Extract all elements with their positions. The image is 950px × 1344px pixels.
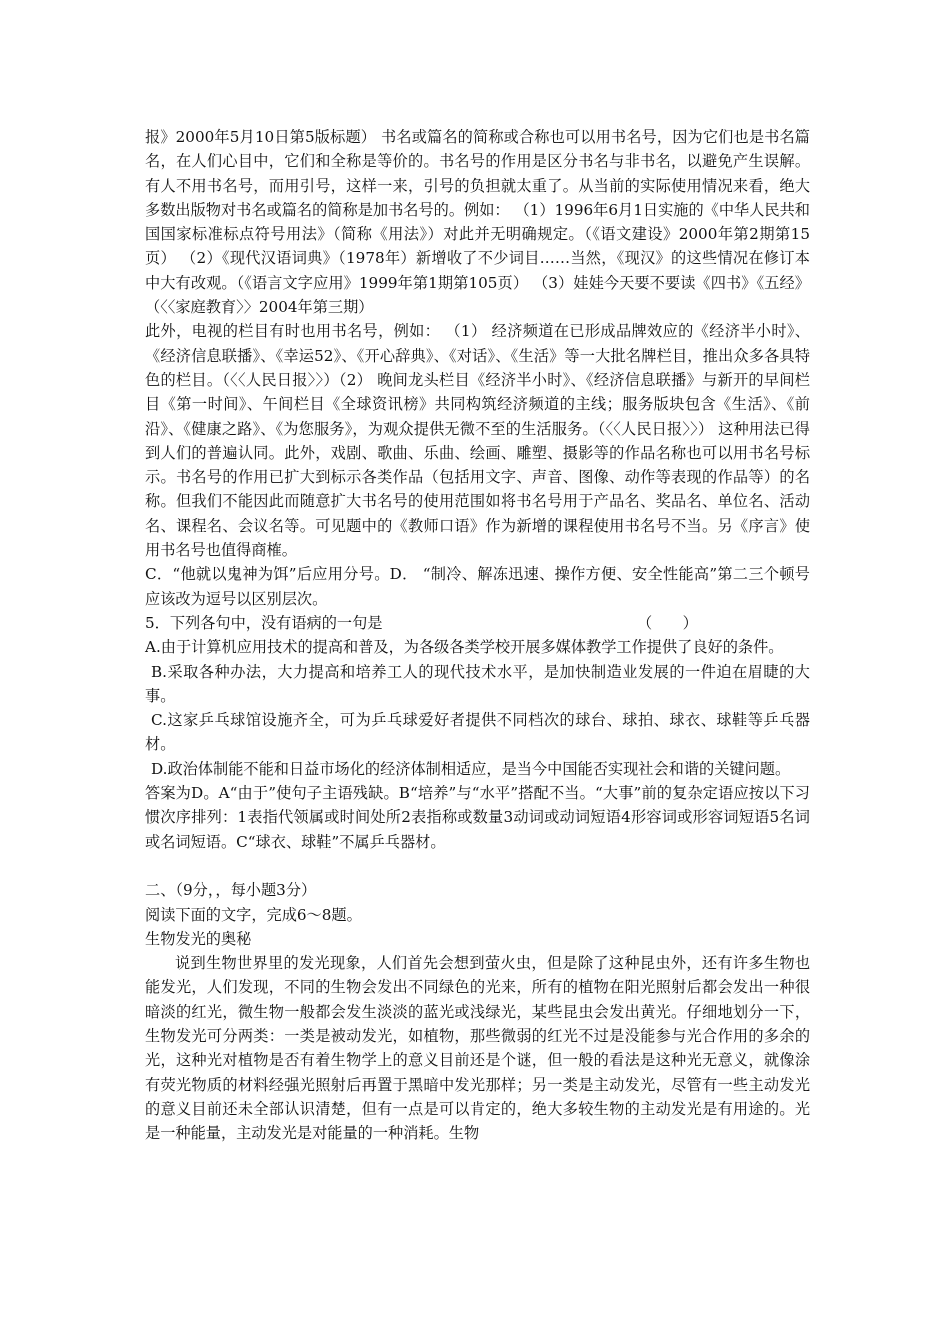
answer-blank: （ ）: [637, 613, 698, 632]
paragraph-tv-column-usage: 此外，电视的栏目有时也用书名号，例如： （1） 经济频道在已形成品牌效应的《经济半小时》、《经济信息联播》、《幸运52》、《开心辞典》、《对话》、《生活》等一大批名牌栏目，推出众多各具特色的栏目。（〈〈人民日报〉〉）（2） 晚间龙头栏目《经济半小时》、《经济信息联播》与新开的早间栏目《第一时间》、午间栏目《全球资讯榜》共同构筑经济频道的主线；服务版块包含《生活》、《前沿》、《健康之路》、《为您服务》，为观众提供无微不至的生活服务。（〈〈人民日报〉〉） 这种用法已得到人们的普遍认同。此外，戏剧、歌曲、乐曲、绘画、雕塑、摄影等的作品名称也可以用书名号标示。书名号的作用已扩大到标示各类作品（包括用文字、声音、图像、动作等表现的作品等）的名称。但我们不能因此而随意扩大书名号的使用范围如将书名号用于产品名、奖品名、单位名、活动名、课程名、会议名等。可见题中的《教师口语》作为新增的课程使用书名号不当。另《序言》使用书名号也值得商榷。: [145, 322, 810, 560]
answer-explanation: 答案为D。A“由于”使句子主语残缺。B“培养”与“水平”搭配不当。“大事”前的复杂定语应按以下习惯次序排列：1表指代领属或时间处所2表指称或数量3动词或动词短语4形容词或形容词短语5名词或名词短语。C“球衣、球鞋”不属乒乓器材。: [145, 784, 810, 851]
document-page: [145, 125, 810, 1145]
paragraph-answer-c-d: C．“他就以鬼神为饵”后应用分号。D． “制冷、解冻迅速、操作方便、安全性能高”第二三个顿号应该改为逗号以区别层次。: [145, 565, 810, 608]
reading-instruction: 阅读下面的文字，完成6～8题。: [145, 905, 362, 924]
section-two-heading: 二、（9分，，每小题3分）: [145, 881, 317, 900]
question-5: [145, 611, 810, 635]
option-b: B.采取各种办法，大力提高和培养工人的现代技术水平，是加快制造业发展的一件迫在眉睫的大事。: [145, 662, 810, 705]
option-d: D.政治体制能不能和日益市场化的经济体制相适应，是当今中国能否实现社会和谐的关键问题。: [151, 759, 791, 778]
article-title: 生物发光的奥秘: [145, 929, 252, 948]
article-body: 说到生物世界里的发光现象，人们首先会想到萤火虫，但是除了这种昆虫外，还有许多生物也能发光，人们发现，不同的生物会发出不同绿色的光来，所有的植物在阳光照射后都会发出一种很暗淡的红光，微生物一般都会发生淡淡的蓝光或浅绿光，某些昆虫会发出黄光。仔细地划分一下，生物发光可分两类：一类是被动发光，如植物，那些微弱的红光不过是没能参与光合作用的多余的光，这种光对植物是否有着生物学上的意义目前还是个谜，但一般的看法是这种光无意义，就像涂有荧光物质的材料经强光照射后再置于黑暗中发光那样；另一类是主动发光，尽管有一些主动发光的意义目前还未全部认识清楚，但有一点是可以肯定的，绝大多较生物的主动发光是有用途的。光是一种能量，主动发光是对能量的一种消耗。生物: [145, 954, 810, 1143]
option-c: C.这家乒乓球馆设施齐全，可为乒乓球爱好者提供不同档次的球台、球拍、球衣、球鞋等乒乓器材。: [145, 711, 810, 754]
option-a: A.由于计算机应用技术的提高和普及，为各级各类学校开展多媒体教学工作提供了良好的条件。: [145, 638, 784, 657]
blank-line: [145, 854, 810, 878]
paragraph-book-title-mark-usage: 报》2000年5月10日第5版标题） 书名或篇名的简称或合称也可以用书名号，因为它们也是书名篇名，在人们心目中，它们和全称是等价的。书名号的作用是区分书名与非书名，以避免产生误解。有人不用书名号，而用引号，这样一来，引号的负担就太重了。从当前的实际使用情况来看，绝大多数出版物对书名或篇名的简称是加书名号的。例如： （1）1996年6月1日实施的《中华人民共和国国家标准标点符号用法》（简称《用法》）对此并无明确规定。（《语文建设》2000年第2期第15页） （2）《现代汉语词典》（1978年）新增收了不少词目……当然，《现汉》的这些情况在修订本中大有改观。（《语言文字应用》1999年第1期第105页） （3）娃娃今天要不要读《四书》《五经》 （〈〈家庭教育〉〉2004年第三期）: [145, 128, 810, 317]
question-5-stem: 5．下列各句中，没有语病的一句是: [145, 613, 383, 632]
